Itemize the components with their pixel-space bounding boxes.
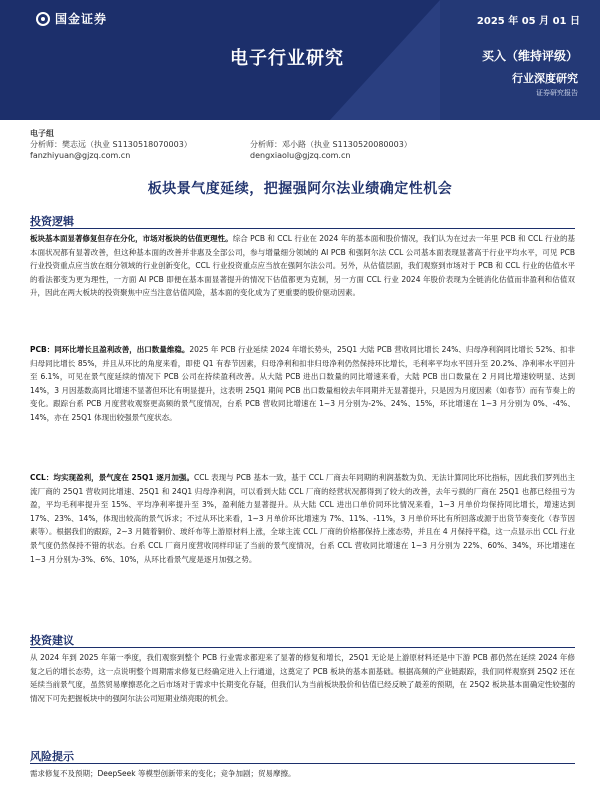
logic-paragraph-1 (30, 232, 575, 300)
analyst-1-name: 分析师：樊志远（执业 S1130518070003） (30, 140, 192, 149)
logic-paragraph-2 (30, 343, 575, 425)
logic-paragraph-1-body: 综合 PCB 和 CCL 行业在 2024 年的基本面和股价情况，我们认为在过去一年里 PCB 和 CCL 行业的基本面状况都有显著改善，但这种基本面的改善并非惠及全部公司，参与增量细分领域的 AI PCB 和强阿尔法 CCL 公司基本面表现显著高于行业平均水平，可见 PCB 行业投资重点应当放在细分领域的行业创新变化，CCL 行业投资重点应当放在强阿尔法公司。另外，从估值层面，我们观察到市场对于 PCB 和 CCL 行业的估值水平的看法都变为更为理性，一方面 AI PCB 即便在基本面显著提升的情况下估值都更为克制，另一方面 CCL 行业 2024 年股价表现为全链消化估值而非盈利和估值双升，因此在两大板块的投资聚焦中应当注意估值风险，基本面的变化成为了更重要的股价驱动因素。 (30, 234, 576, 298)
report-category-title: 电子行业研究 (230, 48, 344, 69)
logic-paragraph-3-lead: CCL：均实现盈利，景气度在 25Q1 逐月加强。 (30, 473, 194, 482)
advice-paragraph: 从 2024 年到 2025 年第一季度，我们观察到整个 PCB 行业需求都迎来了显著的修复和增长，25Q1 无论是上游原材料还是中下游 PCB 都仍然在延续 2024 年修复之后的增长态势，这一点说明整个周期需求修复已经确定进入上行通道，这奠定了 PCB 板块的基本面基础。根据高频的产业链跟踪，我们同样观察到 25Q2 还在延续当前景气度，虽然贸易摩擦恶化之后市场对于需求中长期变化存疑，但我们认为当前板块股价和估值已经反映了最差的预期，在 25Q2 板块基本面确定性较强的情况下可先把握板块中的强阿尔法公司短期业绩亮眼的机会。 (30, 653, 575, 703)
rating-label: 买入（维持评级） (481, 49, 578, 63)
report-date: 2025 年 05 月 01 日 (476, 16, 580, 27)
logic-paragraph-1-lead: 板块基本面显著修复但存在分化，市场对板块的估值更理性。 (30, 234, 233, 243)
analyst-2-email[interactable]: dengxiaolu@gjzq.com.cn (250, 151, 351, 160)
report-subtype: 证券研究报告 (536, 89, 578, 97)
logic-paragraph-2-lead: PCB：同环比增长且盈利改善，出口数量维稳。 (30, 345, 190, 354)
analyst-emails-row (30, 150, 575, 161)
section-heading-advice: 投资建议 (30, 634, 74, 647)
logic-paragraph-2-body: 2025 年 PCB 行业延续 2024 年增长势头，25Q1 大陆 PCB 营收同比增长 24%、归母净利润同比增长 52%、扣非归母同比增长 85%，并且从环比的角度来看，即使 Q1 有春节因素，归母净利和扣非归母净利仍然保持环比增长，毛利率平均水平回升至 20.2%、净利率水平回升至 6.1%，可见在景气度延续的情况下 PCB 公司在持续盈利改善。从大陆 PCB 进出口数量的同比增速来看，大陆 PCB 出口数量在 2 月同比增速较明显、达到 14%，3 月因基数高同比增速不显著但环比有明显提升，这表明 25Q1 期间 PCB 出口数量相较去年同期并无显著提升，只是因为月度因素（如春节）而有节奏上的变化。跟踪台系 PCB 月度营收观察更高频的景气度情况，台系 PCB 营收同比增速在 1~3 月分别为-2%、24%、15%，环比增速在 1~3 月分别为 0%、-4%、14%，亦在 25Q1 体现出较强景气度状态。 (30, 345, 575, 422)
analyst-names-row (30, 139, 575, 150)
logic-paragraph-3-body: CCL 表现与 PCB 基本一致，基于 CCL 厂商去年同期的利润基数为负、无法计算同比环比指标，因此我们罗列出主流厂商的 25Q1 营收同比增速、25Q1 和 24Q1 归母净利润，可以看到大陆 CCL 厂商的经营状况都得到了较大的改善，去年亏损的厂商在 25Q1 也都已经扭亏为盈，平均毛利率提升至 15%、平均净利率提升至 3%，盈利能力显著提升。从大陆 CCL 进出口单价同环比情况来看，1~3 月单价均保持同比增长，增速达到 17%、23%、14%，体现出较高的景气诉求；不过从环比来看，1~3 月单价环比增速为 7%、11%、-11%，3 月单价环比有所回落或源于出货节奏变化（春节因素等）。根据我们的跟踪，2~3 月随着铜价、玻纤布等上游原材料上涨，全球主流 CCL 厂商的价格都保持上涨态势，并且在 4 月保持平稳，这一点显示出 CCL 行业景气度仍然保持不错的状态。台系 CCL 厂商月度营收同样印证了当前的景气度情况，台系 CCL 营收同比增速在 1~3 月分别为 22%、60%、34%，环比增速在 1~3 月分别为-3%、6%、10%，从环比看景气度是逐月加强之势。 (30, 473, 575, 564)
analyst-block (30, 128, 575, 161)
analyst-group: 电子组 (30, 129, 54, 138)
logo-text: 国金证券 (55, 12, 108, 26)
section-divider (30, 228, 575, 229)
section-heading-risk: 风险提示 (30, 750, 74, 763)
report-type: 行业深度研究 (512, 72, 578, 85)
section-divider (30, 647, 575, 648)
header-banner (0, 0, 600, 120)
report-headline: 板块景气度延续，把握强阿尔法业绩确定性机会 (147, 181, 453, 197)
analyst-1-email[interactable]: fanzhiyuan@gjzq.com.cn (30, 151, 131, 160)
risk-paragraph: 需求修复不及预期；DeepSeek 等模型创新带来的变化；竞争加剧；贸易摩擦。 (30, 769, 296, 778)
logic-paragraph-3 (30, 471, 575, 566)
section-heading-logic: 投资逻辑 (30, 215, 74, 228)
analyst-2-name: 分析师：邓小路（执业 S1130520080003） (250, 140, 412, 149)
company-logo (36, 10, 107, 27)
logo-icon (36, 12, 50, 26)
section-divider (30, 763, 575, 764)
banner-decoration (330, 0, 440, 120)
